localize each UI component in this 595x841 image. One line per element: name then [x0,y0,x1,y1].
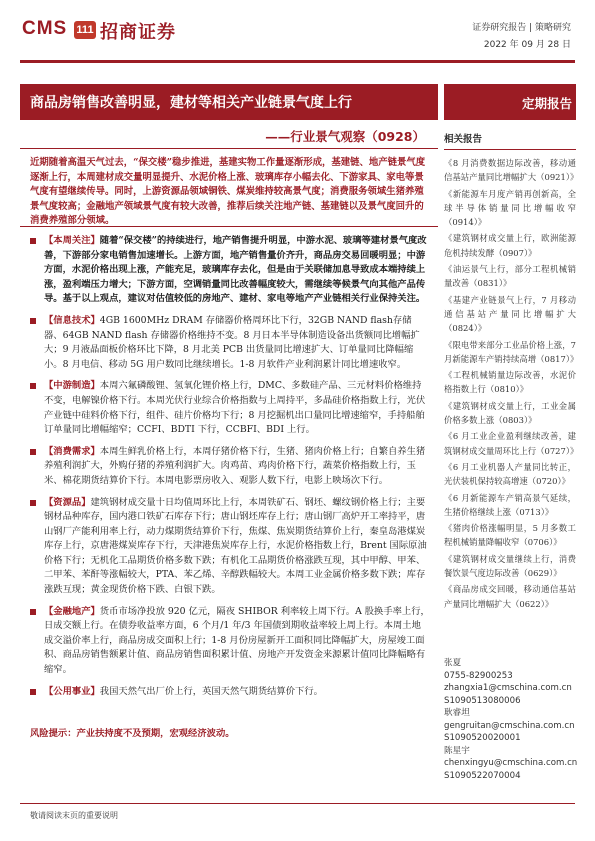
risk-warning: 风险提示：产业扶持度不及预期，宏观经济波动。 [30,728,235,739]
analyst-name: 陈星宇 [444,745,470,756]
related-report-link[interactable]: 《建筑钢材成交量上行，欧洲能源危机持续发酵（0907）》 [444,233,576,258]
related-report-link[interactable]: 《8 月消费数据边际改善，移动通信基站产量同比增幅扩大（0921）》 [444,158,579,183]
logo-badge: 111 [74,21,96,39]
analyst-email[interactable]: zhangxia1@cmschina.com.cn [444,683,572,693]
section-list [30,234,430,706]
related-report-link[interactable]: 《新能源车月度产销再创新高，全球半导体销量同比增幅收窄（0914）》 [444,188,576,228]
analyst-name: 耿睿坦 [444,708,470,718]
section-text: 我国天然气出厂价上行，英国天然气期货结算价下行。 [99,685,323,697]
bullet-icon [30,383,36,389]
related-report-link[interactable]: 《6 月工业企业盈利继续改善，建筑钢材成交量周环比上行（0727）》 [444,431,579,456]
bullet-icon [30,609,36,615]
summary-bottom-rule [20,226,438,227]
section-text: 建筑钢材成交量十日均值周环比上行，本周铁矿石、钢坯、螺纹钢价格上行；主要钢材品种库存，国内港口铁矿石库存下行；唐山钢坯库存上行；唐山钢厂高炉开工率持平，唐山钢厂产能利用率上行，动力煤期货结算价下行，焦煤、焦炭期货结算价上行，秦皇岛港煤炭库存上行，京唐港煤炭库存下行，天津港焦炭库存上行，水泥价格指数上行，Brent 国际原油价格下行；无机化工品期货价格多数下跌；有机化工品期货价格涨跌互现，其中甲醇、甲苯、二甲苯、苯酐等涨幅较大，PTA、苯乙烯、辛醇跌幅较大。本周工业金属价格多数下跌；库存涨跌互现；黄金现货价格下跌、白银下跌。 [44,496,427,596]
related-reports-rule [444,149,576,150]
related-reports [444,131,579,613]
section-tag: 【资源品】 [44,496,91,508]
section-text: 货币市场净投放 920 亿元，隔夜 SHIBOR 利率较上周下行。A 股换手率上行，日成交额上行。在债券收益率方面，6 个月/1 年/3 年国债到期收益率较上周上行。本周土地成交溢价率上行，商品房成交面积上行；1-8 月份房屋新开工面积同比降幅扩大，房屋竣工面积、商品房销售额累计值、商品房销售面积累计值、房地产开发资金来源累计值同比降幅略有缩窄。 [44,605,430,676]
analyst-license: S1090513080006 [444,695,521,706]
section-item [30,379,430,437]
section-text: 4GB 1600MHz DRAM 存储器价格周环比下行，32GB NAND flash存储器、64GB NAND flash 存储器价格维持不变。8 月日本半导体制造设备出货额同比增幅扩大；9 月液晶面板价格环比下降，8 月北美 PCB 出货量同比增速扩大、订单量同比降幅缩小。8 月电信、移动 5G 用户数同比继续增长。1-8 月软件产业利润累计同比增速收窄。 [44,314,420,370]
report-type: 证券研究报告 | 策略研究 [472,23,571,33]
related-report-link[interactable]: 《建筑钢材成交量上行，工业金属价格多数上涨（0803）》 [444,400,576,426]
header-meta [472,20,571,54]
analyst-name: 张夏 [444,658,462,668]
section-tag: 【本周关注】 [44,235,100,246]
related-report-link[interactable]: 《工程机械销量边际改善，水泥价格指数上行（0810）》 [444,370,576,395]
analyst-email[interactable]: gengruitan@cmschina.com.cn [444,720,575,731]
section-tag: 【金融地产】 [44,605,100,617]
analyst-phone: 0755-82900253 [444,670,513,681]
related-report-link[interactable]: 《油运景气上行，部分工程机械销量改善（0831）》 [444,264,576,289]
section-text: 本周六氟磷酸锂、氢氧化锂价格上行，DMC、多数硅产品、三元材料价格维持不变，电解镍价格下行。本周光伏行业综合价格指数与上周持平，多晶硅价格指数上行，光伏产业链中硅料价格下行，组件、硅片价格均下行；8 月挖掘机出口量同比增速缩窄，手持船舶订单量同比增幅缩窄；CCFI、BDTI 下行，CCBFI、BDI 上行。 [44,380,426,436]
report-date: 2022 年 09 月 28 日 [483,40,571,50]
related-report-link[interactable]: 《6 月工业机器人产量同比转正，光伏装机保持较高增速（0720）》 [444,461,576,487]
related-report-link[interactable]: 《猪肉价格涨幅明显，5 月多数工程机械销量降幅收窄（0706）》 [444,523,576,548]
section-tag: 【中游制造】 [44,380,100,392]
footer-note: 敬请阅读末页的重要说明 [30,811,118,820]
footer-divider [20,803,575,804]
section-text: 本周生鲜乳价格上行，本周仔猪价格下行，生猪、猪肉价格上行；自繁自养生猪养殖利润扩大，外购仔猪的养殖利润扩大。肉鸡苗、鸡肉价格下行，蔬菜价格指数上行，玉米、棉花期货结算价下行。本周电影票房收入、观影人数下行，电影上映场次下行。 [44,445,426,486]
section-item [30,445,430,489]
section-text: 随着“保交楼”的持续进行，地产销售提升明显，中游水泥、玻璃等建材景气度改善，下游部分家电销售加速增长。上游方面，地产销售量价齐升，商品房交易回暖明显；中游方面，水泥价格出现上涨，产能充足，玻璃库存去化，但是由于关联储加息导致成本端持续上涨，盈利端压力增大；下游方面，空调销量同比改善幅度较大，需继续等候景气向其他产品传导。基于以上观点，建议对估值较低的房地产、建材、家电等地产产业链相关行业保持关注。 [44,235,427,305]
related-reports-title: 相关报告 [444,134,483,145]
related-report-link[interactable]: 《基建产业链景气上行，7 月移动通信基站产量同比增幅扩大（0824）》 [444,294,576,334]
related-report-link[interactable]: 《限电带来部分工业品价格上涨，7 月新能源车产销持续高增（0817）》 [444,339,579,364]
section-item [30,685,430,700]
related-report-link[interactable]: 《建筑钢材成交量继续上行，消费餐饮景气度边际改善（0629）》 [444,553,576,579]
summary-top-rule [20,148,438,149]
section-item [30,234,430,307]
bullet-icon [30,318,36,324]
bullet-icon [30,449,36,455]
logo-company-name: 招商证券 [100,22,176,43]
section-tag: 【信息技术】 [44,314,100,326]
analyst-block [444,657,576,782]
related-report-link[interactable]: 《6 月新能源车产销高景气延续，生猪价格继续上涨（0713）》 [444,492,576,517]
bullet-icon [30,500,36,506]
report-title: 商品房销售改善明显，建材等相关产业链景气度上行 [30,95,352,111]
section-item [30,605,430,678]
header-divider [20,60,575,63]
bullet-icon [30,689,36,695]
logo-cms-text: CMS [22,18,68,39]
section-tag: 【消费需求】 [44,445,100,457]
bullet-icon [30,238,36,244]
report-category: 定期报告 [522,96,573,111]
analyst-license: S1090522070004 [444,770,521,781]
report-subtitle: ——行业景气观察（0928） [265,129,425,144]
section-item [30,496,430,598]
section-item [30,314,430,372]
related-report-link[interactable]: 《商品房成交回暖，移动通信基站产量同比增幅扩大（0622）》 [444,584,576,609]
summary-paragraph: 近期随着高温天气过去，“保交楼”稳步推进，基建实物工作量逐渐形成，基建链、地产链景气度逐渐上行，本周建材成交量明显提升、水泥价格上涨、玻璃库存小幅去化、下游家具、家电等景气度有望继续传导。同时，上游资源品领域铜铁、煤炭维持较高景气度；消费服务领域生猪养殖景气度较高；金融地产领域景气度有较大改善，推荐后续关注地产链、基建链以及景气度回升的消费养殖部分领域。 [30,157,426,227]
analyst-license: S1090520020001 [444,733,521,743]
section-tag: 【公用事业】 [44,685,100,697]
analyst-email[interactable]: chenxingyu@cmschina.com.cn [444,758,578,768]
